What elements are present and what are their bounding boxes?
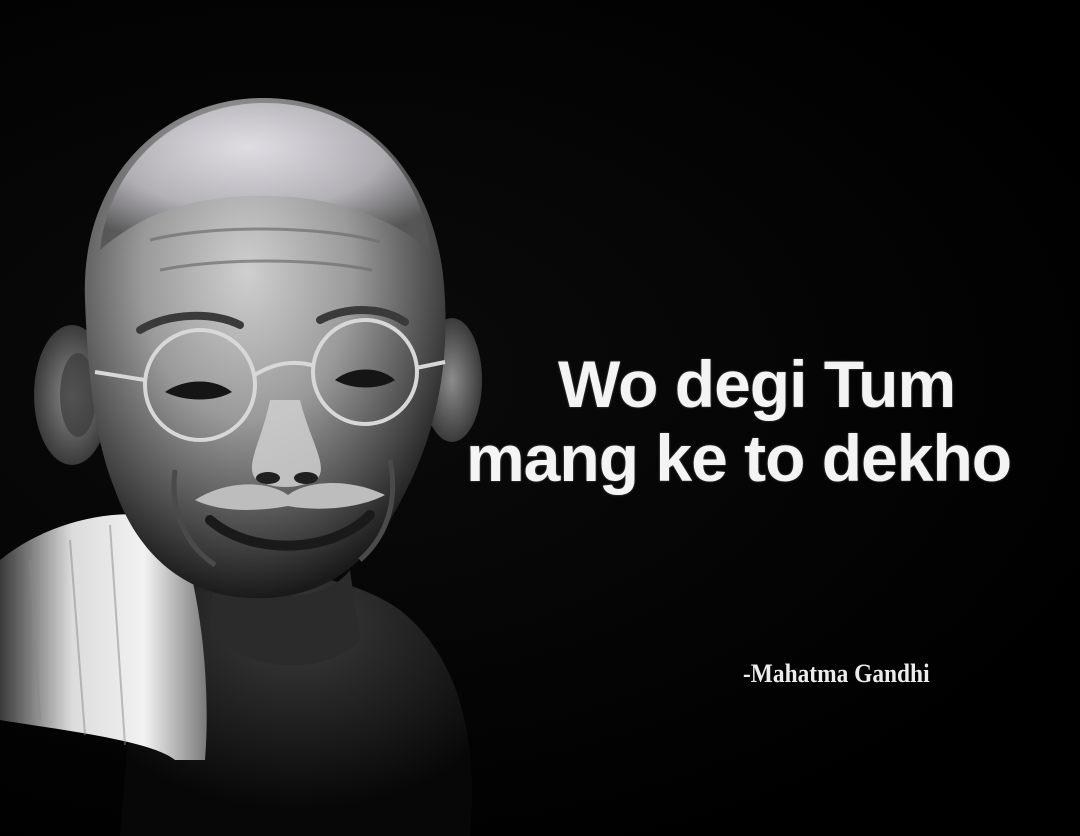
attribution-text: -Mahatma Gandhi xyxy=(743,659,930,688)
quote-text xyxy=(466,347,1080,495)
quote-line-2: mang ke to dekho xyxy=(466,421,1012,495)
quote-line-1: Wo degi Tum xyxy=(558,347,956,421)
portrait-illustration xyxy=(0,0,520,836)
